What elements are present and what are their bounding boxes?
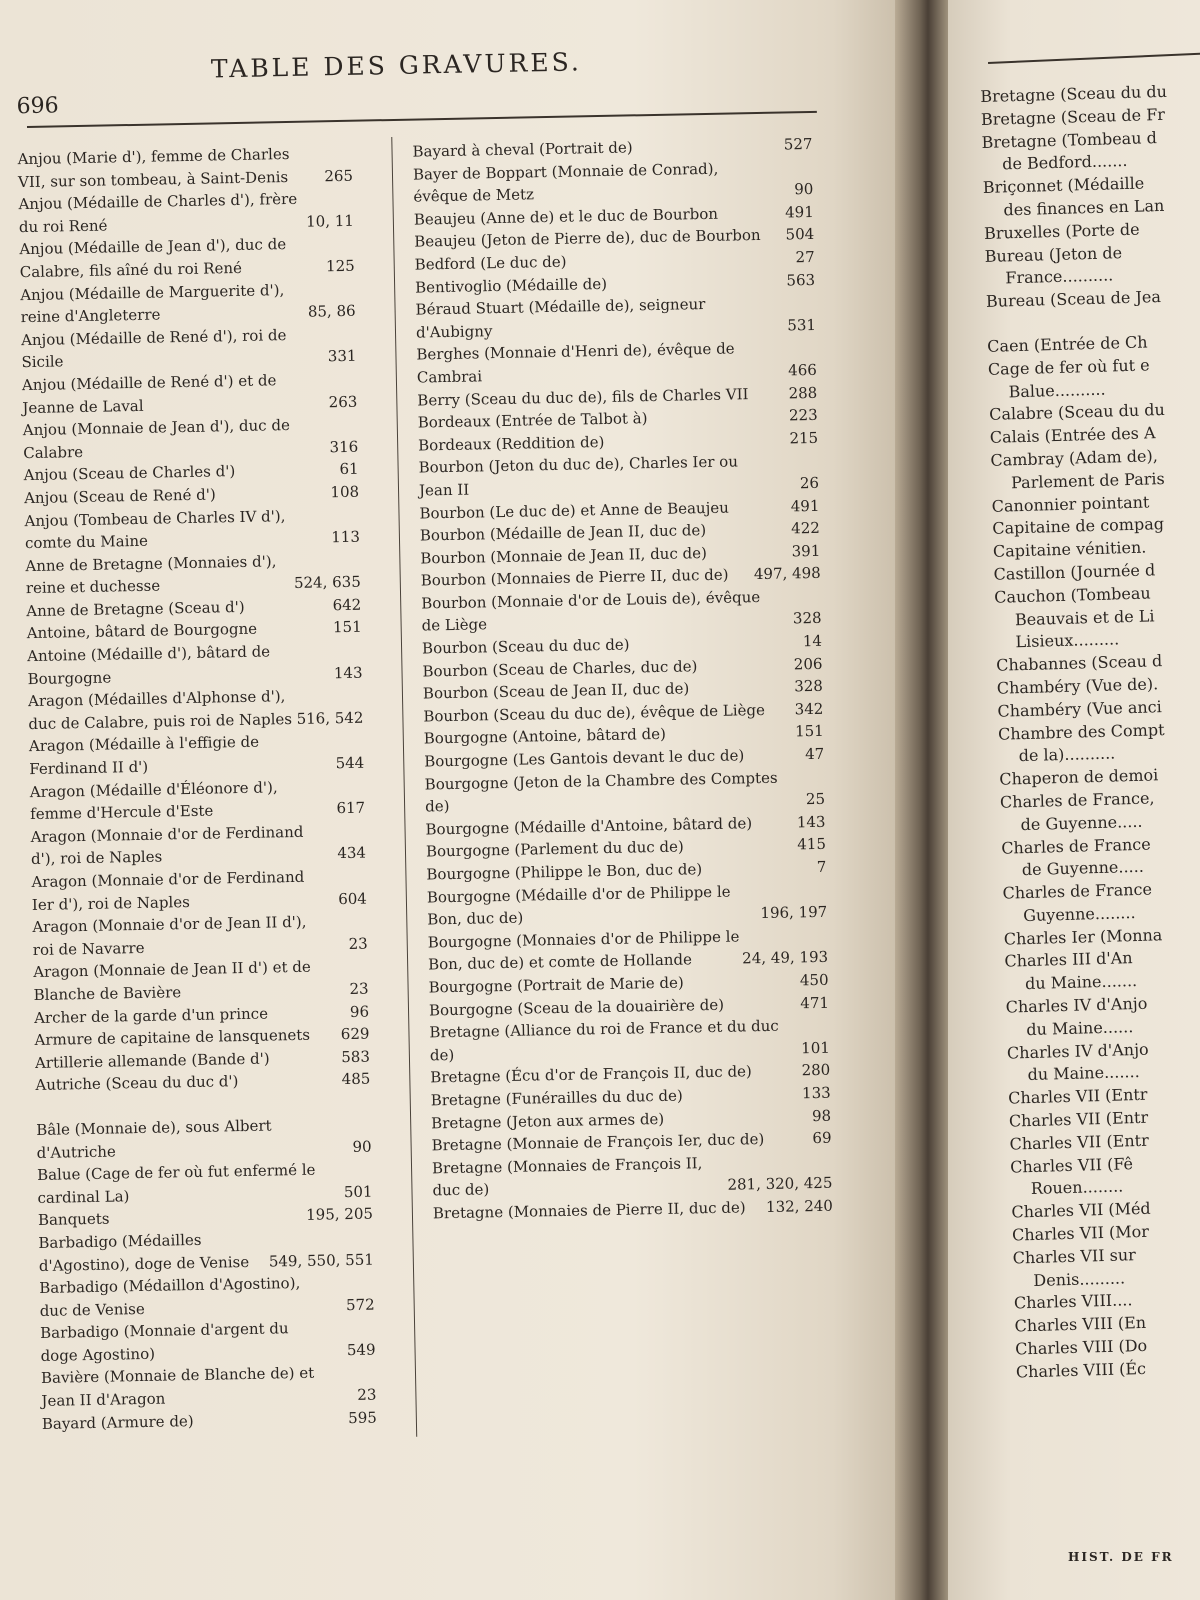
- right-index-line: de Guyenne.....: [1020, 811, 1143, 834]
- right-index-line: du Maine.......: [1027, 1062, 1140, 1085]
- index-entry: [24, 503, 360, 555]
- right-index-line: Charles IV d'Anjo: [1005, 993, 1148, 1017]
- entry-title: Anjou (Médaille de René d') et de Jeanne de Laval: [21, 371, 277, 417]
- entry-title: Berry (Sceau du duc de), fils de Charles VII: [417, 384, 749, 410]
- entry-title: Bourbon (Monnaie de Jean II, duc de): [420, 543, 708, 568]
- right-index-line: Charles VII (Mor: [1011, 1221, 1150, 1245]
- column-divider: [391, 137, 417, 1437]
- entry-title: Beaujeu (Jeton de Pierre de), duc de Bourbon: [414, 226, 761, 251]
- entry-title: Autriche (Sceau du duc d'): [35, 1072, 239, 1095]
- index-entry: [421, 585, 822, 638]
- entry-page: 316: [329, 437, 359, 456]
- entry-title: Antoine, bâtard de Bourgogne: [26, 620, 258, 643]
- index-entry: [416, 336, 817, 389]
- entry-title: Anjou (Monnaie de Jean d'), duc de Calabre: [22, 416, 291, 462]
- entry-page: 391: [791, 541, 821, 561]
- index-column-right: [412, 133, 833, 1225]
- entry-title: Bretagne (Alliance du roi de France et du duc de): [429, 1016, 779, 1065]
- entry-title: Bourgogne (Les Gantois devant le duc de): [424, 746, 745, 771]
- right-index-line: Parlement de Paris: [1010, 468, 1165, 493]
- entry-title: Aragon (Médaille d'Éléonore d'), femme d'Hercule d'Este: [29, 777, 278, 824]
- index-entry: [37, 1158, 373, 1210]
- entry-title: Anjou (Marie d'), femme de Charles VII, sur son tombeau, à Saint-Denis: [17, 144, 290, 191]
- entry-title: Bretagne (Monnaies de François II, duc de): [431, 1153, 703, 1200]
- entry-title: Anne de Bretagne (Monnaies d'), reine et duchesse: [25, 551, 277, 598]
- index-entry: [38, 1225, 374, 1277]
- entry-page: 108: [330, 482, 360, 502]
- entry-page: 524, 635: [293, 572, 361, 593]
- right-index-line: Lisieux.........: [1015, 629, 1120, 652]
- entry-title: Aragon (Médailles d'Alphonse d'), duc de Calabre, puis roi de Naples: [27, 687, 293, 733]
- book-gutter: [895, 0, 950, 1600]
- entry-title: Bourgogne (Sceau de la douairière de): [428, 995, 725, 1020]
- right-index-line: Canonnier pointant: [991, 491, 1150, 516]
- right-index-line: Beauvais et de Li: [1014, 605, 1155, 629]
- entry-title: Bourgogne (Parlement du duc de): [425, 837, 684, 861]
- entry-title: Bourgogne (Philippe le Bon, duc de): [426, 860, 703, 884]
- entry-page: 125: [325, 256, 355, 276]
- entry-title: Balue (Cage de fer où fut enfermé le cardinal La): [36, 1160, 316, 1207]
- index-entry: [39, 1271, 375, 1323]
- entry-title: Bourgogne (Médaille d'Antoine, bâtard de): [425, 814, 753, 839]
- entry-title: Aragon (Monnaie d'or de Ferdinand Ier d'), roi de Naples: [31, 867, 305, 914]
- entry-page: 61: [339, 460, 359, 479]
- entry-page: 133: [801, 1083, 831, 1103]
- entry-page: 595: [348, 1408, 378, 1427]
- entry-title: Berghes (Monnaie d'Henri de), évêque de Cambrai: [416, 339, 735, 387]
- right-index-line: Capitaine vénitien.: [992, 537, 1147, 561]
- entry-page: 98: [811, 1106, 832, 1125]
- index-entry: [29, 729, 365, 781]
- entry-page: 265: [324, 166, 354, 185]
- index-entry: [22, 368, 358, 420]
- right-index-line: Charles de France: [1002, 879, 1153, 903]
- entry-title: Bourbon (Sceau de Jean II, duc de): [422, 679, 690, 703]
- entry-page: 617: [336, 798, 366, 818]
- entry-title: Bedford (Le duc de): [414, 252, 567, 274]
- entry-title: Bourbon (Le duc de) et Anne de Beaujeu: [419, 498, 729, 523]
- entry-page: 14: [802, 631, 823, 651]
- right-index-line: Briçonnet (Médaille: [982, 173, 1145, 198]
- entry-page: 143: [796, 812, 826, 832]
- entry-title: Béraud Stuart (Médaille de), seigneur d'Aubigny: [415, 295, 706, 342]
- entry-title: Bourgogne (Antoine, bâtard de): [423, 725, 667, 748]
- entry-page: 47: [804, 744, 825, 764]
- entry-page: 101: [801, 1038, 830, 1058]
- entry-title: Anjou (Médaille de Marguerite d'), reine d'Angleterre: [20, 280, 285, 327]
- right-index-line: Calabre (Sceau du du: [988, 400, 1166, 425]
- entry-page: 7: [816, 857, 827, 876]
- entry-page: 206: [793, 654, 823, 674]
- entry-title: Bourbon (Sceau du duc de): [421, 635, 630, 658]
- entry-title: Bavière (Monnaie de Blanche de) et Jean II d'Aragon: [40, 1364, 315, 1411]
- entry-page: 113: [331, 527, 361, 547]
- entry-page: 497, 498: [753, 564, 821, 584]
- index-entry: [31, 865, 367, 917]
- right-index-line: France..........: [1005, 265, 1114, 288]
- index-entry: [424, 765, 825, 818]
- right-index-line: Bruxelles (Porte de: [983, 219, 1140, 243]
- entry-title: Aragon (Monnaie d'or de Jean II d'), roi de Navarre: [32, 912, 307, 959]
- entry-page: 342: [794, 699, 824, 719]
- index-entry: [415, 291, 816, 344]
- entry-title: Barbadigo (Médaillon d'Agostino), duc de Venise: [39, 1274, 301, 1320]
- entry-page: 415: [797, 835, 827, 854]
- entry-title: Bourgogne (Portrait de Marie de): [428, 973, 684, 997]
- entry-title: Bretagne (Monnaies de Pierre II, duc de): [432, 1198, 746, 1223]
- right-index-line: du Maine.......: [1024, 971, 1138, 994]
- entry-title: Aragon (Médaille à l'effigie de Ferdinand II d'): [28, 733, 260, 779]
- index-entry: [413, 156, 814, 209]
- entry-page: 331: [327, 347, 357, 366]
- index-entry: [17, 142, 353, 194]
- entry-title: Bayard (Armure de): [41, 1411, 194, 1433]
- entry-page: 328: [794, 677, 824, 696]
- right-index-line: Rouen........: [1030, 1176, 1124, 1199]
- entry-page: 471: [800, 993, 830, 1012]
- index-entry: [36, 1113, 372, 1165]
- right-index-line: Balue..........: [1008, 379, 1106, 401]
- entry-title: Barbadigo (Monnaie d'argent du doge Agostino): [39, 1319, 289, 1365]
- entry-title: Bretagne (Jeton aux armes de): [431, 1109, 665, 1132]
- entry-page: 195, 205: [305, 1204, 374, 1225]
- right-index-line: Charles VIII (Do: [1015, 1335, 1148, 1359]
- entry-title: Bourbon (Monnaies de Pierre II, duc de): [420, 565, 729, 590]
- index-entry: [418, 449, 819, 502]
- footer-signature: HIST. DE FR: [1068, 1550, 1174, 1564]
- entry-title: Bâle (Monnaie de), sous Albert d'Autriche: [36, 1116, 272, 1162]
- index-entry: [41, 1361, 377, 1413]
- entry-title: Bretagne (Funérailles du duc de): [430, 1086, 683, 1110]
- entry-page: 27: [795, 247, 815, 267]
- page-title: TABLE DES GRAVURES.: [210, 47, 583, 84]
- entry-page: 263: [328, 392, 358, 411]
- entry-title: Bourbon (Monnaie d'or de Louis de), évêque de Liège: [421, 587, 761, 635]
- entry-page: 422: [791, 518, 821, 538]
- right-index-line: Charles VIII (Éc: [1015, 1358, 1147, 1382]
- entry-page: 25: [805, 790, 826, 809]
- right-index-line: Chambre des Compt: [997, 719, 1165, 744]
- index-entry: [30, 774, 366, 826]
- entry-title: Bourgogne (Médaille d'or de Philippe le Bon, duc de): [426, 882, 731, 929]
- entry-page: 85, 86: [307, 301, 356, 321]
- right-index-line: Charles VII (Entr: [1008, 1107, 1149, 1131]
- header-rule: [27, 111, 817, 128]
- entry-page: 280: [801, 1061, 831, 1080]
- right-index-line: Bretagne (Tombeau d: [981, 127, 1158, 152]
- entry-title: Bourbon (Médaille de Jean II, duc de): [419, 521, 707, 545]
- entry-title: Anjou (Médaille de Jean d'), duc de Calabre, fils aîné du roi René: [19, 235, 287, 282]
- right-index-line: Bureau (Sceau de Jea: [985, 287, 1162, 312]
- entry-title: Bourgogne (Monnaies d'or de Philippe le Bon, duc de) et comte de Hollande: [427, 927, 740, 974]
- entry-page: 96: [349, 1002, 370, 1021]
- right-index-line: Chambéry (Vue anci: [997, 696, 1162, 721]
- right-index-line: Denis.........: [1033, 1268, 1126, 1290]
- right-index-line: Capitaine de compag: [992, 514, 1165, 539]
- entry-title: Banquets: [37, 1209, 110, 1230]
- right-index-line: de Guyenne.....: [1021, 857, 1145, 880]
- entry-page: 23: [357, 1385, 377, 1404]
- right-index-line: Charles VII (Entr: [1009, 1130, 1149, 1154]
- right-index-line: Charles VIII....: [1013, 1290, 1133, 1313]
- entry-page: 527: [783, 134, 813, 154]
- right-index-line: Charles VII (Méd: [1011, 1198, 1151, 1222]
- right-index-line: Castillon (Journée d: [993, 560, 1156, 584]
- entry-title: Barbadigo (Médailles d'Agostino), doge de Venise: [38, 1230, 250, 1275]
- right-page: [948, 0, 1200, 1600]
- entry-title: Anjou (Tombeau de Charles IV d'), comte du Maine: [24, 506, 286, 553]
- entry-title: Aragon (Monnaie d'or de Ferdinand d'), roi de Naples: [30, 822, 304, 869]
- entry-page: 143: [333, 663, 363, 682]
- right-index-line: Bretagne (Sceau du du: [980, 81, 1168, 106]
- index-entry: [21, 322, 357, 374]
- index-entry: [32, 910, 368, 962]
- entry-page: 531: [787, 315, 817, 335]
- entry-page: 26: [799, 473, 820, 493]
- entry-page: 642: [332, 595, 362, 615]
- entry-page: 90: [794, 180, 814, 199]
- entry-title: Artillerie allemande (Bande d'): [34, 1049, 270, 1072]
- entry-title: Archer de la garde d'un prince: [33, 1004, 269, 1027]
- index-entry: [33, 955, 369, 1007]
- right-page-index: [980, 79, 1200, 1384]
- entry-page: 491: [790, 496, 820, 515]
- entry-title: Armure de capitaine de lansquenets: [34, 1025, 311, 1050]
- entry-page: 549: [346, 1340, 376, 1359]
- right-index-line: Charles IV d'Anjo: [1006, 1039, 1149, 1063]
- entry-page: 10, 11: [305, 211, 355, 231]
- entry-title: Bayer de Boppart (Monnaie de Conrad), évêque de Metz: [412, 159, 719, 206]
- entry-title: Bayard à cheval (Portrait de): [412, 138, 633, 161]
- right-index-line: Charles VII (Entr: [1008, 1084, 1148, 1108]
- entry-title: Bretagne (Monnaie de François Ier, duc de): [431, 1130, 765, 1155]
- entry-title: Bourbon (Jeton du duc de), Charles Ier ou Jean II: [418, 452, 739, 500]
- index-entry: [427, 878, 828, 931]
- index-entry: [429, 1014, 830, 1067]
- entry-page: 24, 49, 193: [742, 948, 829, 968]
- right-index-line: Charles de France,: [999, 788, 1155, 812]
- index-entry: [27, 639, 363, 691]
- entry-page: 151: [332, 618, 362, 637]
- right-index-line: Cage de fer où fut e: [987, 355, 1150, 379]
- entry-page: 604: [338, 889, 368, 908]
- entry-title: Antoine (Médaille d'), bâtard de Bourgogne: [26, 642, 271, 688]
- entry-page: 549, 550, 551: [268, 1250, 374, 1271]
- entry-page: 23: [348, 934, 368, 953]
- entry-title: Anjou (Médaille de René d'), roi de Sicile: [20, 325, 287, 372]
- entry-page: 69: [812, 1128, 832, 1148]
- index-entry: [28, 684, 364, 736]
- entry-page: 223: [788, 405, 818, 425]
- index-entry: [19, 232, 355, 284]
- entry-title: Beaujeu (Anne de) et le duc de Bourbon: [413, 204, 719, 229]
- entry-title: Anjou (Médaille de Charles d'), frère du roi René: [18, 190, 298, 236]
- right-index-line: Charles VII sur: [1012, 1244, 1137, 1268]
- entry-title: Anne de Bretagne (Sceau d'): [26, 597, 245, 620]
- entry-page: 288: [788, 383, 818, 402]
- entry-page: 501: [343, 1182, 373, 1201]
- entry-title: Bentivoglio (Médaille de): [414, 274, 608, 297]
- entry-title: Anjou (Sceau de Charles d'): [23, 462, 236, 485]
- entry-title: Bordeaux (Reddition de): [418, 432, 605, 455]
- right-index-line: du Maine......: [1026, 1016, 1134, 1039]
- entry-page: 491: [784, 202, 814, 222]
- entry-page: 544: [335, 753, 365, 773]
- entry-page: 23: [349, 979, 369, 998]
- entry-page: 281, 320, 425: [727, 1174, 833, 1195]
- index-entry: [30, 819, 366, 871]
- right-index-line: Chaperon de demoi: [999, 765, 1159, 789]
- right-index-line: Caen (Entrée de Ch: [987, 332, 1148, 356]
- entry-title: Bourbon (Sceau du duc de), évêque de Liège: [423, 700, 766, 726]
- entry-page: 328: [792, 609, 822, 628]
- right-index-line: Charles III d'An: [1004, 948, 1133, 972]
- right-header-rule: [988, 52, 1200, 64]
- entry-title: Bourbon (Sceau de Charles, duc de): [422, 656, 698, 681]
- right-index-line: Bureau (Jeton de: [984, 242, 1123, 266]
- right-index-line: Calais (Entrée des A: [989, 423, 1156, 448]
- right-index-line: Chabannes (Sceau d: [995, 651, 1163, 675]
- entry-page: 434: [337, 844, 367, 863]
- entry-page: 629: [340, 1024, 370, 1044]
- index-entry: [428, 924, 829, 977]
- entry-page: 151: [794, 722, 824, 741]
- right-index-line: Guyenne........: [1022, 902, 1136, 926]
- entry-page: 485: [341, 1069, 371, 1089]
- right-index-line: de la)..........: [1018, 743, 1116, 766]
- right-index-line: Bretagne (Sceau de Fr: [980, 104, 1166, 129]
- entry-title: Bretagne (Écu d'or de François II, duc de): [430, 1062, 753, 1087]
- right-index-line: Cambray (Adam de),: [990, 446, 1159, 470]
- entry-page: 516, 542: [296, 708, 364, 728]
- entry-page: 132, 240: [765, 1196, 834, 1216]
- right-index-line: Cauchon (Tombeau: [994, 583, 1151, 607]
- entry-title: Bourgogne (Jeton de la Chambre des Comptes de): [424, 768, 778, 816]
- right-index-line: Charles VIII (En: [1014, 1313, 1147, 1336]
- index-entry: [432, 1149, 833, 1202]
- entry-title: Aragon (Monnaie de Jean II d') et de Blanche de Bavière: [33, 958, 311, 1004]
- right-index-line: de Bedford.......: [1001, 151, 1128, 174]
- entry-page: 196, 197: [760, 902, 828, 923]
- right-index-line: Charles VII (Fê: [1009, 1153, 1134, 1177]
- entry-page: 450: [799, 970, 829, 990]
- index-entry: [23, 413, 359, 465]
- entry-page: 583: [341, 1047, 371, 1066]
- right-index-line: des finances en Lan: [1003, 195, 1165, 220]
- page-number: 696: [16, 93, 59, 120]
- entry-page: 466: [788, 360, 817, 380]
- entry-page: 215: [789, 428, 819, 448]
- entry-page: 504: [785, 225, 815, 244]
- entry-title: Bordeaux (Entrée de Talbot à): [417, 409, 648, 432]
- entry-page: 563: [786, 270, 816, 290]
- entry-page: 90: [352, 1137, 372, 1156]
- index-column-left: [17, 142, 377, 1435]
- entry-title: Anjou (Sceau de René d'): [23, 485, 216, 508]
- right-index-line: Charles Ier (Monna: [1003, 924, 1163, 949]
- right-index-line: Charles de France: [1001, 834, 1151, 858]
- entry-page: 572: [345, 1295, 375, 1314]
- index-entry: [40, 1316, 376, 1368]
- index-entry: [20, 277, 356, 329]
- index-entry: [18, 187, 354, 239]
- right-index-line: Chambéry (Vue de).: [996, 674, 1159, 698]
- index-entry: [25, 548, 361, 600]
